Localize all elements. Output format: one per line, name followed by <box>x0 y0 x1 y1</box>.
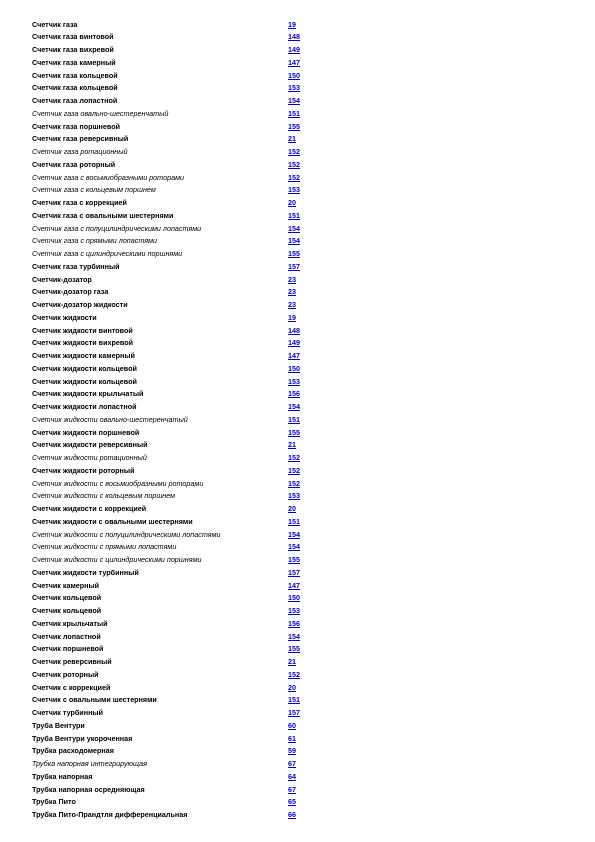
index-term: Счетчик жидкости с кольцевым поршнем <box>32 491 176 501</box>
index-entry <box>32 720 332 733</box>
index-entry <box>32 758 332 771</box>
index-term: Счетчик жидкости с прямыми лопастями <box>32 542 177 552</box>
index-term: Счетчик жидкости с полуцилиндрическими лопастями <box>32 529 221 539</box>
index-entry <box>32 745 332 758</box>
index-term: Счетчик газа с кольцевым поршнем <box>32 185 156 195</box>
index-entry <box>32 286 332 299</box>
index-term: Счетчик кольцевой <box>32 593 102 603</box>
page-link[interactable]: 154 <box>288 631 300 641</box>
page-link[interactable]: 152 <box>288 159 300 169</box>
index-entry <box>32 669 332 682</box>
page-link[interactable]: 151 <box>288 695 300 705</box>
index-entry <box>32 44 332 57</box>
index-entry <box>32 121 332 134</box>
index-term: Счетчик газа кольцевой <box>32 83 118 93</box>
page-link[interactable]: 154 <box>288 542 300 552</box>
index-term: Счетчик-дозатор газа <box>32 287 109 297</box>
page-link[interactable]: 152 <box>288 453 300 462</box>
index-term: Счетчик газа овально-шестеренчатый <box>32 108 169 118</box>
index-entry <box>32 580 332 593</box>
index-term: Счетчик роторный <box>32 669 99 679</box>
page-link[interactable]: 150 <box>288 363 300 373</box>
page-link[interactable]: 147 <box>288 351 300 360</box>
index-entry <box>32 439 332 452</box>
page-link[interactable]: 155 <box>288 121 300 131</box>
page-link[interactable]: 66 <box>288 810 296 819</box>
index-entry <box>32 682 332 695</box>
index-term: Счетчик жидкости с коррекцией <box>32 504 147 513</box>
index-term: Счетчик газа винтовой <box>32 32 114 42</box>
index-entry <box>32 490 332 503</box>
index-term: Счетчик газа роторный <box>32 159 116 169</box>
index-entry <box>32 261 332 274</box>
page-link[interactable]: 157 <box>288 261 300 271</box>
page-link[interactable]: 156 <box>288 389 300 399</box>
index-term: Счетчик камерный <box>32 580 100 590</box>
index-term: Счетчик жидкости кольцевой <box>32 376 137 386</box>
index-term: Счетчик газа с восьмиобразными роторами <box>32 172 185 182</box>
index-entry <box>32 159 332 172</box>
page-link[interactable]: 151 <box>288 516 300 526</box>
index-entry <box>32 414 332 427</box>
index-entry <box>32 796 332 809</box>
index-term: Трубка Пито-Прандтля дифференциальная <box>32 810 188 819</box>
index-entry <box>32 478 332 491</box>
index-entry <box>32 312 332 325</box>
page-link[interactable]: 23 <box>288 300 296 309</box>
index-term: Счетчик кольцевой <box>32 606 102 615</box>
page-link[interactable]: 155 <box>288 644 300 654</box>
index-term: Счетчик газа реверсивный <box>32 134 129 144</box>
page-link[interactable]: 148 <box>288 32 300 42</box>
index-entry <box>32 707 332 720</box>
page-link[interactable]: 19 <box>288 312 296 322</box>
index-term: Счетчик лопастной <box>32 631 101 641</box>
index-list <box>32 19 332 822</box>
index-entry <box>32 299 332 312</box>
index-entry <box>32 210 332 223</box>
index-entry <box>32 427 332 440</box>
index-term: Счетчик газа ротационный <box>32 147 128 156</box>
index-term: Счетчик газа поршневой <box>32 121 121 131</box>
index-term: Счетчик жидкости вихревой <box>32 338 134 348</box>
index-entry <box>32 248 332 261</box>
index-term: Счетчик газа лопастной <box>32 96 118 105</box>
index-entry <box>32 376 332 389</box>
index-term: Счетчик жидкости реверсивный <box>32 440 148 450</box>
page-link[interactable]: 150 <box>288 593 300 603</box>
page-link[interactable]: 157 <box>288 567 300 577</box>
page-link[interactable]: 156 <box>288 618 300 628</box>
index-term: Счетчик жидкости овально-шестеренчатый <box>32 414 188 424</box>
page-link[interactable]: 154 <box>288 402 300 411</box>
index-term: Счетчик газа с прямыми лопастями <box>32 236 158 246</box>
index-entry <box>32 809 332 822</box>
index-term: Счетчик жидкости винтовой <box>32 325 133 335</box>
page-link[interactable]: 149 <box>288 45 300 54</box>
index-entry <box>32 643 332 656</box>
index-term: Счетчик жидкости роторный <box>32 465 135 475</box>
index-term: Счетчик газа вихревой <box>32 45 114 54</box>
index-entry <box>32 452 332 465</box>
index-term: Счетчик крыльчатый <box>32 618 108 628</box>
index-term: Счетчик жидкости поршневой <box>32 427 140 437</box>
index-entry <box>32 733 332 746</box>
index-entry <box>32 337 332 350</box>
index-entry <box>32 146 332 159</box>
index-entry <box>32 541 332 554</box>
page-link[interactable]: 60 <box>288 720 296 730</box>
page-link[interactable]: 151 <box>288 210 300 220</box>
index-term: Счетчик жидкости с восьмиобразными роторами <box>32 478 204 488</box>
index-term: Счетчик газа с полуцилиндрическими лопастями <box>32 223 202 233</box>
index-term: Счетчик турбинный <box>32 708 103 717</box>
page-link[interactable]: 20 <box>288 198 296 207</box>
page-link[interactable]: 59 <box>288 746 296 756</box>
index-entry <box>32 197 332 210</box>
page-link[interactable]: 65 <box>288 797 296 807</box>
page-link[interactable]: 67 <box>288 784 296 794</box>
page-link[interactable]: 155 <box>288 249 300 258</box>
index-term: Труба Вентури <box>32 720 85 730</box>
index-entry <box>32 133 332 146</box>
page-link[interactable]: 21 <box>288 657 296 666</box>
page-link[interactable]: 154 <box>288 236 300 246</box>
index-term: Счетчик газа турбинный <box>32 261 120 271</box>
page-link[interactable]: 153 <box>288 185 300 195</box>
index-entry <box>32 95 332 108</box>
page-link[interactable]: 152 <box>288 478 300 488</box>
index-entry <box>32 694 332 707</box>
page-link[interactable]: 154 <box>288 223 300 233</box>
index-entry <box>32 771 332 784</box>
index-entry <box>32 605 332 618</box>
index-term: Счетчик жидкости ротационный <box>32 453 147 462</box>
page-link[interactable]: 61 <box>288 733 296 743</box>
index-entry <box>32 19 332 32</box>
index-term: Счетчик реверсивный <box>32 657 112 666</box>
index-entry <box>32 108 332 121</box>
page-link[interactable]: 148 <box>288 325 300 335</box>
index-entry <box>32 223 332 236</box>
index-term: Счетчик жидкости турбинный <box>32 567 139 577</box>
index-term: Счетчик с коррекцией <box>32 682 111 692</box>
index-term: Трубка напорная осредняющая <box>32 784 145 794</box>
index-term: Трубка расходомерная <box>32 746 114 756</box>
index-term: Счетчик жидкости с цилиндрическими поршнями <box>32 555 202 564</box>
index-entry <box>32 57 332 70</box>
page-link[interactable]: 20 <box>288 682 296 692</box>
index-entry <box>32 184 332 197</box>
page-link[interactable]: 152 <box>288 669 300 679</box>
page-link[interactable]: 153 <box>288 83 300 93</box>
index-term: Счетчик жидкости камерный <box>32 351 135 360</box>
index-term: Труба Вентури укороченная <box>32 733 133 743</box>
index-entry <box>32 784 332 797</box>
index-term: Счетчик газа с овальными шестернями <box>32 210 174 220</box>
index-entry <box>32 401 332 414</box>
index-term: Счетчик жидкости с овальными шестернями <box>32 516 193 526</box>
index-entry <box>32 363 332 376</box>
index-entry <box>32 656 332 669</box>
index-term: Счетчик поршневой <box>32 644 104 654</box>
index-term: Счетчик жидкости крыльчатый <box>32 389 144 399</box>
page-link[interactable]: 155 <box>288 555 300 564</box>
page-link[interactable]: 23 <box>288 274 296 284</box>
page-link[interactable]: 19 <box>288 19 296 29</box>
page-link[interactable]: 155 <box>288 427 300 437</box>
index-term: Трубка напорная интегрирующая <box>32 759 147 768</box>
page-link[interactable]: 152 <box>288 147 300 156</box>
page-link[interactable]: 147 <box>288 57 300 67</box>
index-entry <box>32 554 332 567</box>
index-term: Счетчик газа с цилиндрическими поршнями <box>32 249 183 258</box>
index-term: Трубка Пито <box>32 797 76 807</box>
index-term: Счетчик-дозатор жидкости <box>32 300 128 309</box>
page-link[interactable]: 20 <box>288 504 296 513</box>
page-link[interactable]: 154 <box>288 96 300 105</box>
page-link[interactable]: 153 <box>288 376 300 386</box>
page-link[interactable]: 64 <box>288 771 296 781</box>
page-link[interactable]: 149 <box>288 338 300 348</box>
index-term: Счетчик жидкости кольцевой <box>32 363 137 373</box>
index-entry <box>32 325 332 338</box>
index-entry <box>32 529 332 542</box>
page-link[interactable]: 21 <box>288 134 296 144</box>
index-entry <box>32 350 332 363</box>
page-link[interactable]: 151 <box>288 108 300 118</box>
page-link[interactable]: 21 <box>288 440 296 450</box>
index-entry <box>32 567 332 580</box>
index-entry <box>32 503 332 516</box>
index-term: Счетчик газа камерный <box>32 57 116 67</box>
index-term: Трубка напорная <box>32 771 93 781</box>
page-link[interactable]: 150 <box>288 70 300 80</box>
index-term: Счетчик жидкости лопастной <box>32 402 137 411</box>
index-entry <box>32 465 332 478</box>
page-link[interactable]: 157 <box>288 708 300 717</box>
page-link[interactable]: 151 <box>288 414 300 424</box>
index-entry <box>32 70 332 83</box>
index-entry <box>32 516 332 529</box>
index-term: Счетчик газа <box>32 19 78 29</box>
page-link[interactable]: 23 <box>288 287 296 297</box>
index-term: Счетчик газа с коррекцией <box>32 198 127 207</box>
index-term: Счетчик жидкости <box>32 312 97 322</box>
index-entry <box>32 388 332 401</box>
index-term: Счетчик-дозатор <box>32 274 92 284</box>
page-link[interactable]: 153 <box>288 606 300 615</box>
page-link[interactable]: 67 <box>288 759 296 768</box>
index-entry <box>32 31 332 44</box>
index-term: Счетчик с овальными шестернями <box>32 695 157 705</box>
page-link[interactable]: 152 <box>288 465 300 475</box>
index-entry <box>32 631 332 644</box>
page-link[interactable]: 152 <box>288 172 300 182</box>
index-entry <box>32 592 332 605</box>
page-link[interactable]: 147 <box>288 580 300 590</box>
page-link[interactable]: 153 <box>288 491 300 501</box>
index-entry <box>32 172 332 185</box>
index-entry <box>32 274 332 287</box>
index-entry <box>32 235 332 248</box>
page-link[interactable]: 154 <box>288 529 300 539</box>
index-term: Счетчик газа кольцевой <box>32 70 118 80</box>
index-entry <box>32 82 332 95</box>
index-entry <box>32 618 332 631</box>
